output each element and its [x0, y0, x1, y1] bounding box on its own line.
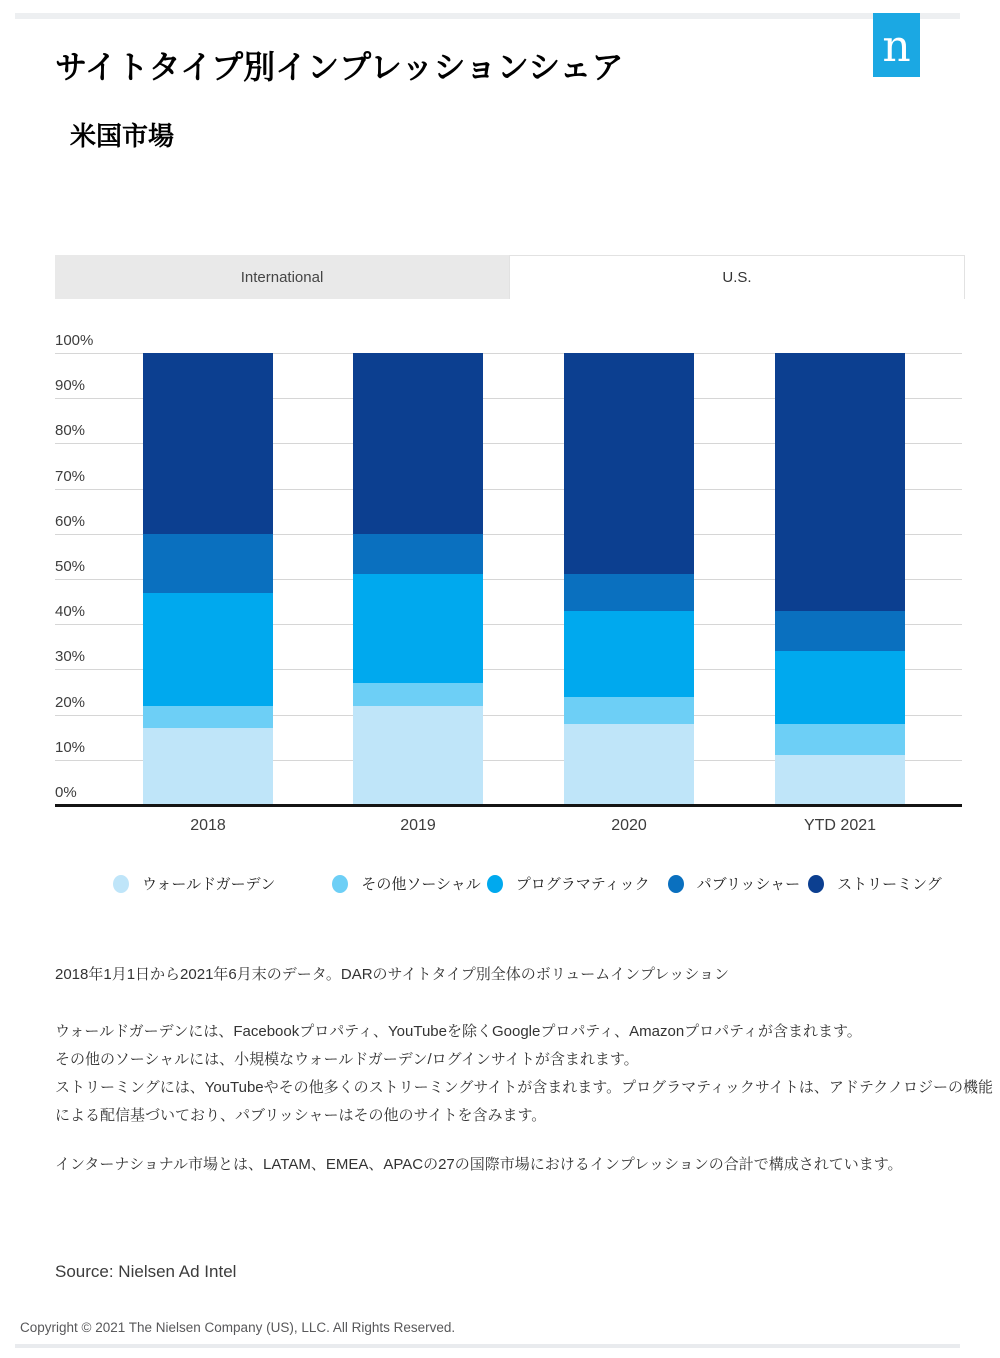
bottom-divider — [15, 1344, 960, 1348]
legend-item[interactable] — [808, 873, 942, 894]
legend-label: ウォールドガーデン — [142, 876, 276, 893]
stacked-bar-YTD 2021 — [775, 353, 905, 805]
bar-segment[interactable] — [143, 353, 273, 534]
bar-segment[interactable] — [775, 755, 905, 805]
footnote-definitions-line: その他のソーシャルには、小規模なウォールドガーデン/ログインサイトが含まれます。 — [55, 1051, 639, 1068]
bar-segment[interactable] — [564, 574, 694, 610]
legend-item[interactable] — [332, 873, 480, 894]
bar-segment[interactable] — [143, 534, 273, 593]
bar-segment[interactable] — [353, 683, 483, 706]
y-axis-tick-label: 20% — [55, 693, 86, 711]
bar-segment[interactable] — [775, 724, 905, 756]
footnote-definitions-line: による配信基づいており、パブリッシャーはその他のサイトを含みます。 — [55, 1107, 547, 1124]
x-axis-tick-label: 2020 — [611, 817, 647, 834]
footnote-definitions-line: ストリーミングには、YouTubeやその他多くのストリーミングサイトが含まれます。プログラマティックサイトは、アドテクノロジーの機能 — [55, 1079, 993, 1096]
tab-international[interactable] — [55, 255, 509, 299]
y-axis-tick-label: 10% — [55, 738, 86, 756]
x-axis-tick-label: 2018 — [190, 817, 226, 834]
footnote-data-period: 2018年1月1日から2021年6月末のデータ。DARのサイトタイプ別全体のボリュームインプレッション — [55, 966, 729, 983]
legend-item[interactable] — [113, 873, 275, 894]
bar-segment[interactable] — [564, 724, 694, 805]
legend-label: パブリッシャー — [696, 876, 801, 893]
chart-plot-area — [55, 332, 962, 805]
legend-marker-icon — [808, 875, 824, 893]
footnote-international: インターナショナル市場とは、LATAM、EMEA、APACの27の国際市場におけるインプレッションの合計で構成されています。 — [55, 1156, 903, 1173]
tab-international-label: International — [240, 268, 324, 286]
y-axis-tick-label: 70% — [55, 467, 86, 485]
y-axis-tick-label: 100% — [55, 332, 94, 349]
tab-us-label: U.S. — [722, 269, 752, 286]
top-divider — [15, 13, 960, 19]
bar-segment[interactable] — [775, 651, 905, 723]
nielsen-logo — [873, 13, 920, 77]
stacked-bar-2018 — [143, 353, 273, 805]
legend-item[interactable] — [487, 873, 650, 894]
tab-us[interactable] — [509, 255, 965, 299]
stacked-bar-2019 — [353, 353, 483, 805]
chart-legend — [113, 873, 942, 894]
legend-label: ストリーミング — [837, 876, 942, 893]
y-axis-tick-label: 80% — [55, 422, 86, 440]
bar-segment[interactable] — [143, 593, 273, 706]
y-axis-tick-label: 60% — [55, 512, 86, 530]
copyright-line: Copyright © 2021 The Nielsen Company (US), LLC. All Rights Reserved. — [20, 1320, 456, 1335]
stacked-bar-2020 — [564, 353, 694, 805]
x-axis-line — [55, 804, 962, 807]
legend-label: プログラマティック — [515, 876, 650, 893]
legend-marker-icon — [668, 875, 684, 893]
x-axis-tick-label: 2019 — [400, 817, 436, 834]
nielsen-logo-letter: n — [882, 21, 911, 72]
bar-segment[interactable] — [564, 697, 694, 724]
source-line: Source: Nielsen Ad Intel — [55, 1262, 237, 1281]
footnote-definitions-line: ウォールドガーデンには、Facebookプロパティ、YouTubeを除くGoogleプロパティ、Amazonプロパティが含まれます。 — [55, 1023, 862, 1040]
bar-segment[interactable] — [775, 353, 905, 611]
bar-segment[interactable] — [143, 728, 273, 805]
y-axis-tick-label: 50% — [55, 558, 86, 575]
bar-segment[interactable] — [564, 353, 694, 574]
bar-segment[interactable] — [353, 574, 483, 682]
bar-segment[interactable] — [353, 706, 483, 805]
page-title: サイトタイプ別インプレッションシェア — [55, 49, 624, 85]
legend-marker-icon — [113, 875, 129, 893]
y-axis-tick-label: 40% — [55, 603, 86, 621]
x-axis-labels — [55, 817, 962, 839]
legend-marker-icon — [487, 875, 503, 893]
legend-item[interactable] — [668, 873, 801, 894]
x-axis-tick-label: YTD 2021 — [803, 817, 877, 834]
bar-segment[interactable] — [143, 706, 273, 729]
bar-segment[interactable] — [775, 611, 905, 652]
legend-marker-icon — [332, 875, 348, 893]
market-tab-bar — [55, 255, 965, 299]
footnote-definitions — [55, 1018, 993, 1130]
bar-segment[interactable] — [353, 534, 483, 575]
y-axis-tick-label: 30% — [55, 648, 86, 666]
page-subtitle: 米国市場 — [70, 121, 175, 151]
y-axis-tick-label: 0% — [55, 784, 77, 801]
bar-segment[interactable] — [353, 353, 483, 534]
legend-label: その他ソーシャル — [361, 876, 481, 893]
bar-segment[interactable] — [564, 611, 694, 697]
y-axis-tick-label: 90% — [55, 377, 86, 395]
